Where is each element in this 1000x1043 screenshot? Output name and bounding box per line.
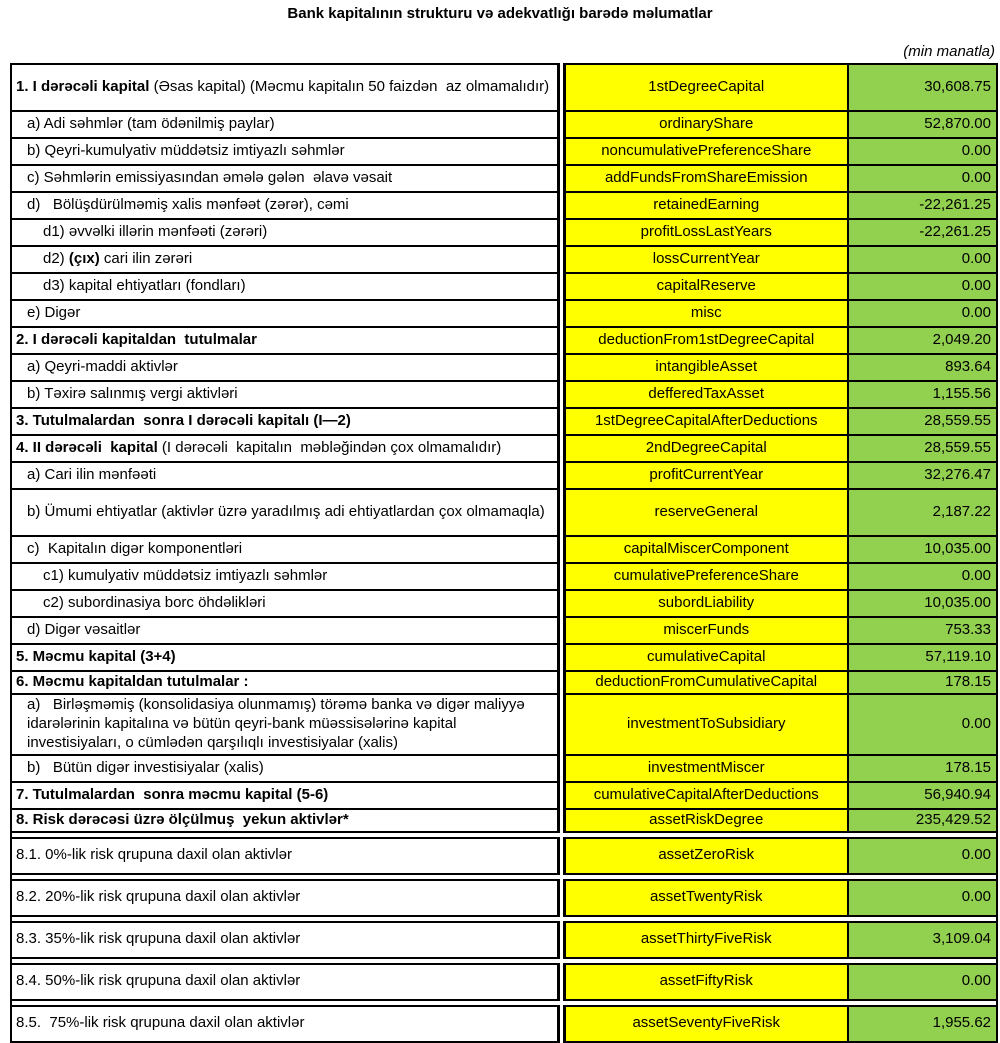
row-code: 2ndDegreeCapital xyxy=(561,435,848,462)
row-code: lossCurrentYear xyxy=(561,246,848,273)
row-description: a) Adi səhmlər (tam ödənilmiş paylar) xyxy=(11,111,561,138)
row-code: ordinaryShare xyxy=(561,111,848,138)
row-description: 2. I dərəcəli kapitaldan tutulmalar xyxy=(11,327,561,354)
page-title: Bank kapitalının strukturu və adekvatlığı barədə məlumatlar xyxy=(287,5,713,22)
row-value: 0.00 xyxy=(848,838,997,874)
row-description: 5. Məcmu kapital (3+4) xyxy=(11,644,561,671)
table-row xyxy=(11,782,997,809)
row-code: profitLossLastYears xyxy=(561,219,848,246)
table-row xyxy=(11,563,997,590)
row-description: 8.4. 50%-lik risk qrupuna daxil olan aktivlər xyxy=(11,964,561,1000)
table-row xyxy=(11,590,997,617)
row-code: addFundsFromShareEmission xyxy=(561,165,848,192)
row-value: -22,261.25 xyxy=(848,219,997,246)
row-description: c) Səhmlərin emissiyasından əmələ gələn əlavə vəsait xyxy=(11,165,561,192)
row-code: assetThirtyFiveRisk xyxy=(561,922,848,958)
table-row xyxy=(11,617,997,644)
row-description: 6. Məcmu kapitaldan tutulmalar : xyxy=(11,671,561,694)
row-code: investmentToSubsidiary xyxy=(561,694,848,755)
row-value: 3,109.04 xyxy=(848,922,997,958)
table-row xyxy=(11,489,997,536)
table-row xyxy=(11,64,997,111)
row-code: deductionFromCumulativeCapital xyxy=(561,671,848,694)
row-description: c1) kumulyativ müddətsiz imtiyazlı səhmlər xyxy=(11,563,561,590)
row-description: 4. II dərəcəli kapital (I dərəcəli kapitalın məbləğindən çox olmamalıdır) xyxy=(11,435,561,462)
row-description: e) Digər xyxy=(11,300,561,327)
table-row xyxy=(11,327,997,354)
row-description: a) Qeyri-maddi aktivlər xyxy=(11,354,561,381)
row-value: -22,261.25 xyxy=(848,192,997,219)
row-value: 1,155.56 xyxy=(848,381,997,408)
row-description: 7. Tutulmalardan sonra məcmu kapital (5-6) xyxy=(11,782,561,809)
table-row xyxy=(11,165,997,192)
row-code: retainedEarning xyxy=(561,192,848,219)
row-description: b) Qeyri-kumulyativ müddətsiz imtiyazlı səhmlər xyxy=(11,138,561,165)
row-code: subordLiability xyxy=(561,590,848,617)
row-description: b) Təxirə salınmış vergi aktivləri xyxy=(11,381,561,408)
row-value: 57,119.10 xyxy=(848,644,997,671)
table-row xyxy=(11,246,997,273)
row-code: assetTwentyRisk xyxy=(561,880,848,916)
row-code: cumulativePreferenceShare xyxy=(561,563,848,590)
row-code: profitCurrentYear xyxy=(561,462,848,489)
table-row xyxy=(11,219,997,246)
row-value: 0.00 xyxy=(848,300,997,327)
row-code: noncumulativePreferenceShare xyxy=(561,138,848,165)
row-value: 0.00 xyxy=(848,880,997,916)
row-code: capitalMiscerComponent xyxy=(561,536,848,563)
row-value: 0.00 xyxy=(848,246,997,273)
row-value: 235,429.52 xyxy=(848,809,997,832)
row-description: 8. Risk dərəcəsi üzrə ölçülmuş yekun aktivlər* xyxy=(11,809,561,832)
row-value: 10,035.00 xyxy=(848,590,997,617)
row-description: 8.1. 0%-lik risk qrupuna daxil olan aktivlər xyxy=(11,838,561,874)
row-description: b) Bütün digər investisiyalar (xalis) xyxy=(11,755,561,782)
row-code: cumulativeCapitalAfterDeductions xyxy=(561,782,848,809)
row-code: reserveGeneral xyxy=(561,489,848,536)
row-code: assetSeventyFiveRisk xyxy=(561,1006,848,1042)
row-description: 1. I dərəcəli kapital (Əsas kapital) (Məcmu kapitalın 50 faizdən az olmamalıdır) xyxy=(11,64,561,111)
table-row xyxy=(11,435,997,462)
row-value: 1,955.62 xyxy=(848,1006,997,1042)
table-row xyxy=(11,922,997,958)
row-value: 2,187.22 xyxy=(848,489,997,536)
row-code: cumulativeCapital xyxy=(561,644,848,671)
row-description: c) Kapitalın digər komponentləri xyxy=(11,536,561,563)
table-row xyxy=(11,138,997,165)
row-value: 2,049.20 xyxy=(848,327,997,354)
row-description: c2) subordinasiya borc öhdəlikləri xyxy=(11,590,561,617)
row-code: capitalReserve xyxy=(561,273,848,300)
row-code: misc xyxy=(561,300,848,327)
table-row xyxy=(11,408,997,435)
row-description: 8.5. 75%-lik risk qrupuna daxil olan aktivlər xyxy=(11,1006,561,1042)
table-row xyxy=(11,1006,997,1042)
row-description: d) Digər vəsaitlər xyxy=(11,617,561,644)
row-description: 3. Tutulmalardan sonra I dərəcəli kapitalı (I—2) xyxy=(11,408,561,435)
row-description: 8.3. 35%-lik risk qrupuna daxil olan aktivlər xyxy=(11,922,561,958)
table-row xyxy=(11,838,997,874)
table-row xyxy=(11,644,997,671)
row-code: assetFiftyRisk xyxy=(561,964,848,1000)
row-description: d) Bölüşdürülməmiş xalis mənfəət (zərər), cəmi xyxy=(11,192,561,219)
row-value: 0.00 xyxy=(848,563,997,590)
row-description: d2) (çıx) cari ilin zərəri xyxy=(11,246,561,273)
row-value: 0.00 xyxy=(848,138,997,165)
row-value: 753.33 xyxy=(848,617,997,644)
table-row xyxy=(11,111,997,138)
row-code: assetZeroRisk xyxy=(561,838,848,874)
table-row xyxy=(11,381,997,408)
row-description: d3) kapital ehtiyatları (fondları) xyxy=(11,273,561,300)
row-code: 1stDegreeCapitalAfterDeductions xyxy=(561,408,848,435)
row-value: 52,870.00 xyxy=(848,111,997,138)
table-row xyxy=(11,671,997,694)
row-code: deductionFrom1stDegreeCapital xyxy=(561,327,848,354)
row-value: 0.00 xyxy=(848,165,997,192)
row-description: b) Ümumi ehtiyatlar (aktivlər üzrə yaradılmış adi ehtiyatlardan çox olmamaqla) xyxy=(11,489,561,536)
row-value: 28,559.55 xyxy=(848,408,997,435)
table-row xyxy=(11,809,997,832)
row-description: 8.2. 20%-lik risk qrupuna daxil olan aktivlər xyxy=(11,880,561,916)
row-code: miscerFunds xyxy=(561,617,848,644)
table-row xyxy=(11,273,997,300)
capital-structure-table xyxy=(10,63,998,1043)
row-code: assetRiskDegree xyxy=(561,809,848,832)
table-row xyxy=(11,536,997,563)
row-value: 56,940.94 xyxy=(848,782,997,809)
row-value: 10,035.00 xyxy=(848,536,997,563)
row-code: defferedTaxAsset xyxy=(561,381,848,408)
table-row xyxy=(11,192,997,219)
capital-table-body xyxy=(11,64,997,1042)
row-value: 32,276.47 xyxy=(848,462,997,489)
table-row xyxy=(11,880,997,916)
row-code: intangibleAsset xyxy=(561,354,848,381)
row-value: 0.00 xyxy=(848,964,997,1000)
row-description: a) Birləşməmiş (konsolidasiya olunmamış) törəmə banka və digər maliyyə idarələrinin kapitalına və bütün qeyri-bank müəssisələrinə kapital investisiyaları, o cümlədən qarşılıqlı investisiyalar (xalis) xyxy=(11,694,561,755)
row-code: investmentMiscer xyxy=(561,755,848,782)
row-value: 28,559.55 xyxy=(848,435,997,462)
row-value: 178.15 xyxy=(848,755,997,782)
row-value: 30,608.75 xyxy=(848,64,997,111)
row-value: 0.00 xyxy=(848,273,997,300)
table-row xyxy=(11,755,997,782)
table-row xyxy=(11,462,997,489)
row-value: 0.00 xyxy=(848,694,997,755)
table-row xyxy=(11,354,997,381)
table-row xyxy=(11,964,997,1000)
table-row xyxy=(11,694,997,755)
table-row xyxy=(11,300,997,327)
row-description: a) Cari ilin mənfəəti xyxy=(11,462,561,489)
row-value: 178.15 xyxy=(848,671,997,694)
row-code: 1stDegreeCapital xyxy=(561,64,848,111)
row-description: d1) əvvəlki illərin mənfəəti (zərəri) xyxy=(11,219,561,246)
unit-note: (min manatla) xyxy=(903,43,995,60)
row-value: 893.64 xyxy=(848,354,997,381)
